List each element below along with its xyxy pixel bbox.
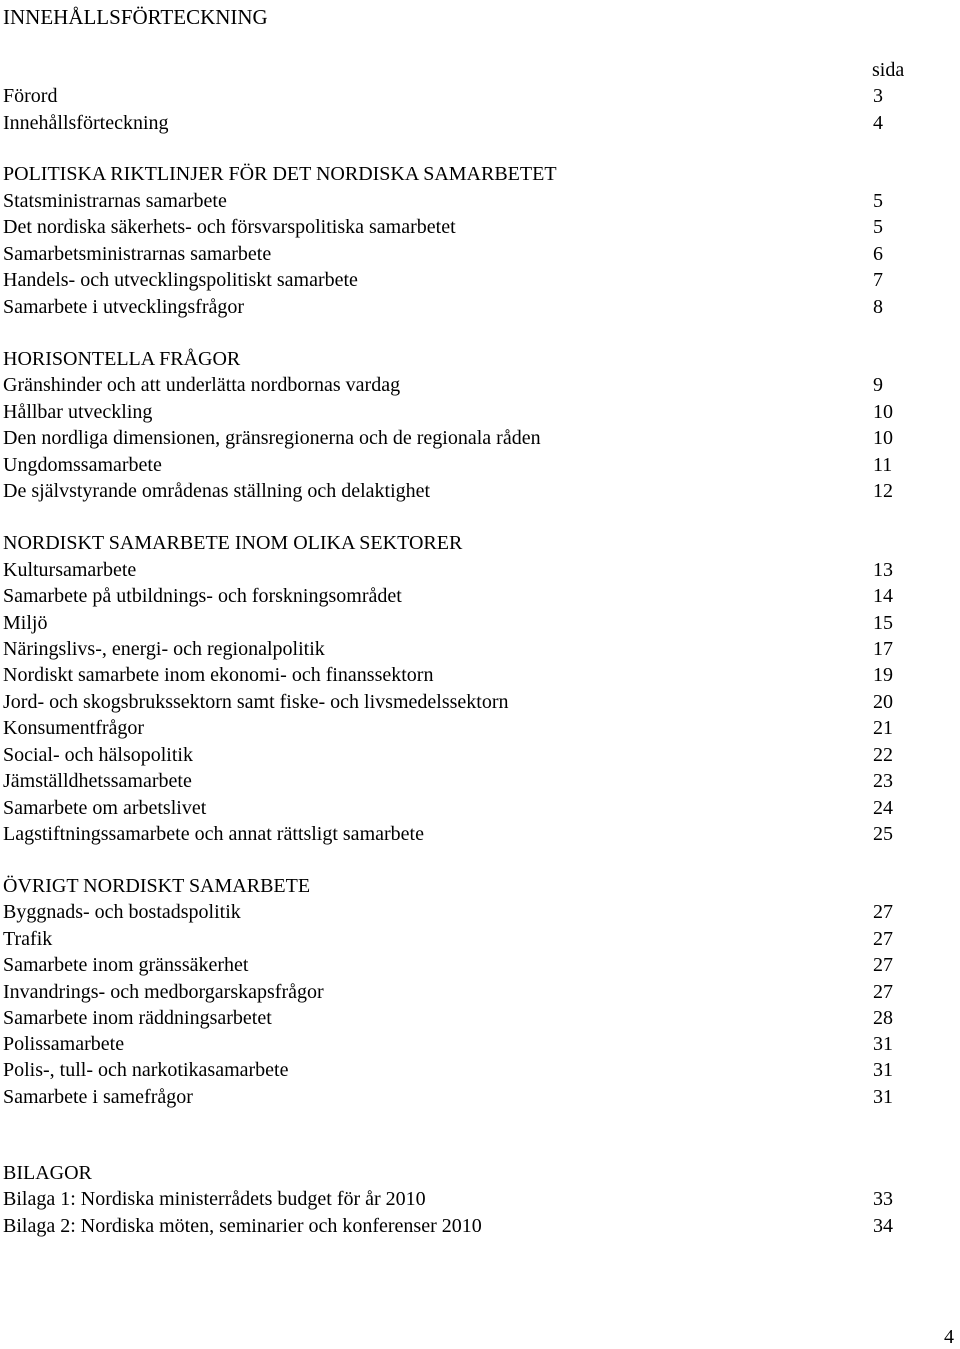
- toc-entry-page: 21: [873, 717, 893, 739]
- toc-entry-label: Förord: [3, 85, 58, 107]
- toc-entry-label: Handels- och utvecklingspolitiskt samarbete: [3, 269, 358, 291]
- toc-entry-label: Nordiskt samarbete inom ekonomi- och finanssektorn: [3, 664, 434, 686]
- section-heading: BILAGOR: [3, 1162, 92, 1184]
- toc-entry-label: Hållbar utveckling: [3, 401, 153, 423]
- toc-entry-page: 28: [873, 1007, 893, 1029]
- toc-entry-label: Polis-, tull- och narkotikasamarbete: [3, 1059, 289, 1081]
- toc-entry-page: 15: [873, 612, 893, 634]
- toc-entry-page: 24: [873, 797, 893, 819]
- toc-entry-label: Samarbete inom gränssäkerhet: [3, 954, 249, 976]
- section-heading: POLITISKA RIKTLINJER FÖR DET NORDISKA SAMARBETET: [3, 163, 557, 185]
- toc-entry-label: Konsumentfrågor: [3, 717, 145, 739]
- toc-entry-page: 33: [873, 1188, 893, 1210]
- toc-entry-page: 34: [873, 1215, 893, 1237]
- toc-entry-page: 8: [873, 296, 883, 318]
- toc-entry-page: 5: [873, 190, 883, 212]
- toc-entry-page: 27: [873, 981, 893, 1003]
- toc-entry-page: 31: [873, 1033, 893, 1055]
- toc-entry-page: 27: [873, 954, 893, 976]
- page-column-header: sida: [872, 59, 905, 81]
- toc-entry-label: Kultursamarbete: [3, 559, 137, 581]
- toc-entry-page: 14: [873, 585, 893, 607]
- toc-entry-page: 17: [873, 638, 893, 660]
- toc-entry-label: Samarbete på utbildnings- och forskningsområdet: [3, 585, 402, 607]
- toc-entry-page: 31: [873, 1059, 893, 1081]
- section-heading: ÖVRIGT NORDISKT SAMARBETE: [3, 875, 311, 897]
- footer-page-number: 4: [944, 1326, 954, 1348]
- toc-entry-page: 27: [873, 928, 893, 950]
- toc-entry-page: 22: [873, 744, 893, 766]
- toc-entry-label: Innehållsförteckning: [3, 112, 169, 134]
- toc-entry-label: Jämställdhetssamarbete: [3, 770, 192, 792]
- toc-entry-label: Bilaga 1: Nordiska ministerrådets budget för år 2010: [3, 1188, 426, 1210]
- toc-entry-page: 4: [873, 112, 883, 134]
- toc-entry-page: 11: [873, 454, 893, 476]
- toc-entry-page: 31: [873, 1086, 893, 1108]
- toc-entry-label: Jord- och skogsbrukssektorn samt fiske- och livsmedelssektorn: [3, 691, 509, 713]
- toc-entry-page: 27: [873, 901, 893, 923]
- toc-entry-label: Gränshinder och att underlätta nordbornas vardag: [3, 374, 401, 396]
- toc-entry-page: 10: [873, 427, 893, 449]
- toc-entry-page: 7: [873, 269, 883, 291]
- toc-entry-label: Näringslivs-, energi- och regionalpolitik: [3, 638, 325, 660]
- toc-entry-page: 12: [873, 480, 893, 502]
- section-heading: NORDISKT SAMARBETE INOM OLIKA SEKTORER: [3, 532, 463, 554]
- toc-entry-label: Lagstiftningssamarbete och annat rättsligt samarbete: [3, 823, 424, 845]
- toc-entry-label: Det nordiska säkerhets- och försvarspolitiska samarbetet: [3, 216, 456, 238]
- toc-entry-label: Byggnads- och bostadspolitik: [3, 901, 241, 923]
- toc-entry-page: 9: [873, 374, 883, 396]
- toc-entry-label: Samarbete om arbetslivet: [3, 797, 207, 819]
- toc-entry-page: 10: [873, 401, 893, 423]
- toc-entry-label: Samarbete i utvecklingsfrågor: [3, 296, 245, 318]
- toc-entry-label: Samarbetsministrarnas samarbete: [3, 243, 272, 265]
- toc-entry-page: 19: [873, 664, 893, 686]
- toc-entry-page: 6: [873, 243, 883, 265]
- toc-entry-page: 5: [873, 216, 883, 238]
- page-title: INNEHÅLLSFÖRTECKNING: [3, 5, 268, 29]
- toc-entry-label: Bilaga 2: Nordiska möten, seminarier och konferenser 2010: [3, 1215, 482, 1237]
- toc-entry-label: Ungdomssamarbete: [3, 454, 162, 476]
- toc-entry-label: Miljö: [3, 612, 48, 634]
- toc-entry-page: 13: [873, 559, 893, 581]
- toc-entry-label: Samarbete inom räddningsarbetet: [3, 1007, 272, 1029]
- toc-entry-label: Den nordliga dimensionen, gränsregionerna och de regionala råden: [3, 427, 541, 449]
- toc-entry-page: 25: [873, 823, 893, 845]
- toc-entry-label: Polissamarbete: [3, 1033, 125, 1055]
- toc-entry-page: 3: [873, 85, 883, 107]
- toc-entry-label: Samarbete i samefrågor: [3, 1086, 193, 1108]
- toc-entry-page: 23: [873, 770, 893, 792]
- section-heading: HORISONTELLA FRÅGOR: [3, 348, 241, 370]
- toc-entry-page: 20: [873, 691, 893, 713]
- toc-entry-label: Statsministrarnas samarbete: [3, 190, 227, 212]
- toc-entry-label: De självstyrande områdenas ställning och delaktighet: [3, 480, 431, 502]
- toc-entry-label: Invandrings- och medborgarskapsfrågor: [3, 981, 324, 1003]
- toc-entry-label: Social- och hälsopolitik: [3, 744, 193, 766]
- toc-entry-label: Trafik: [3, 928, 53, 950]
